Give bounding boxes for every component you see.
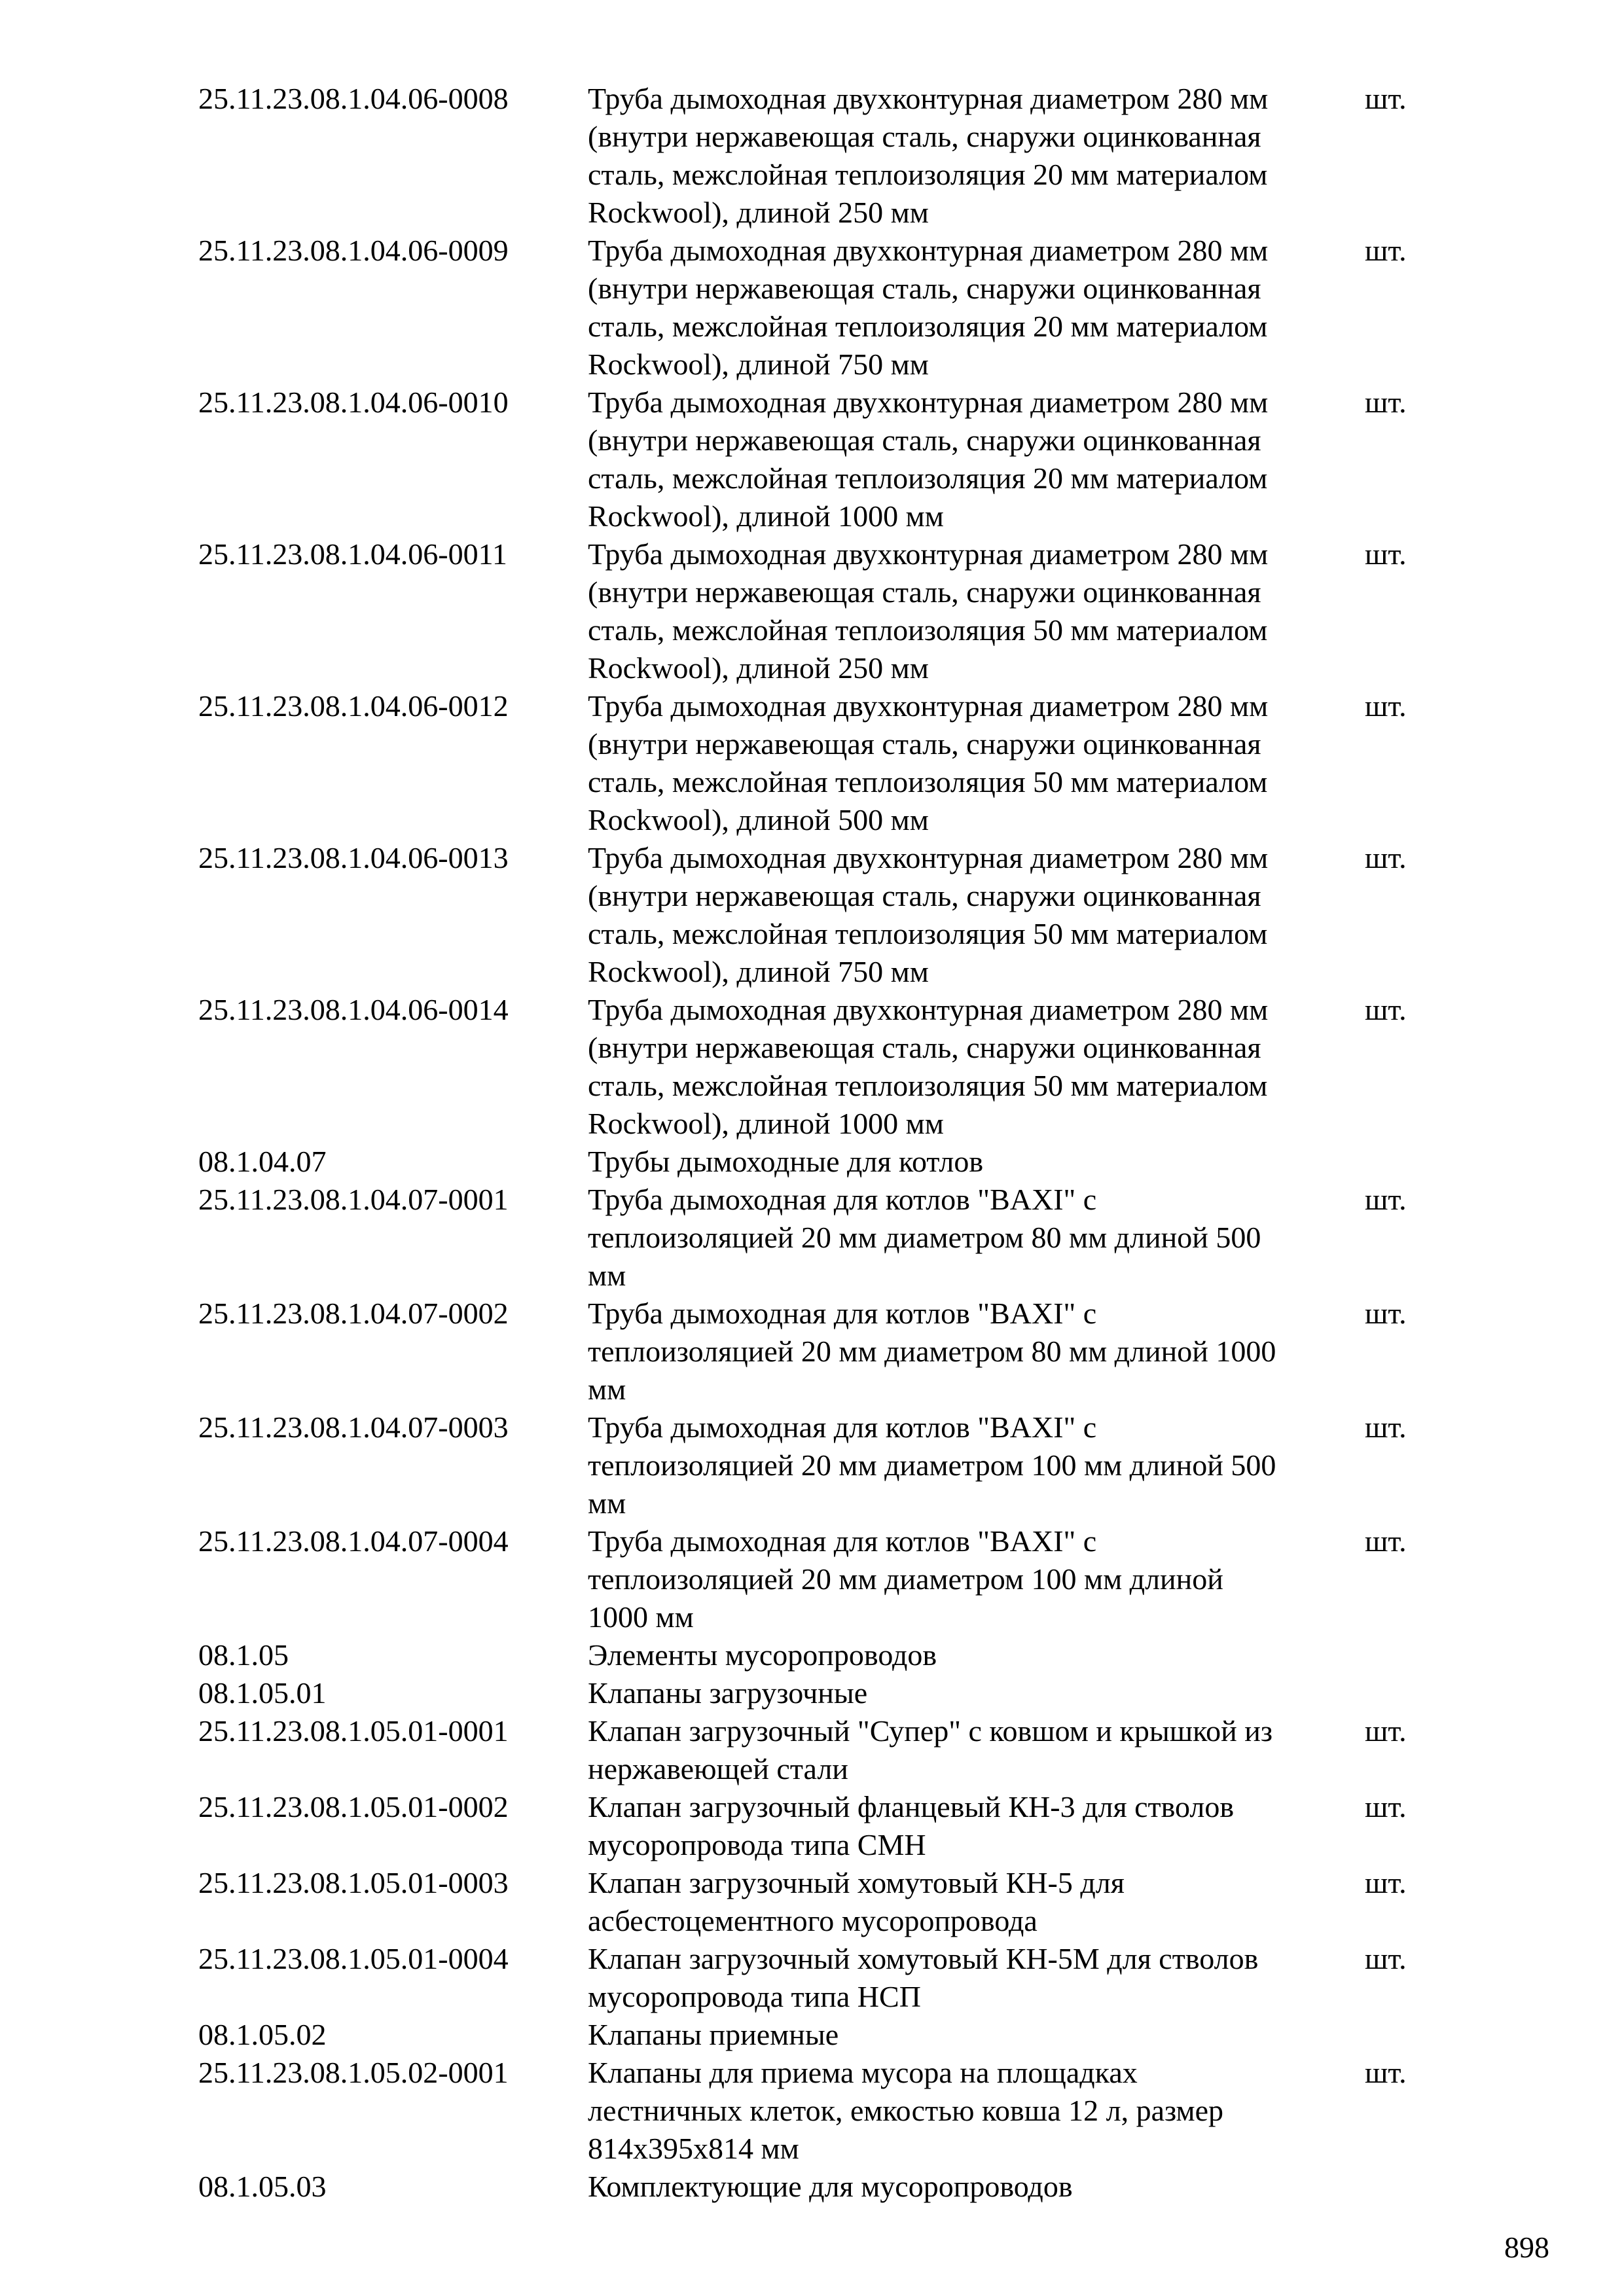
description-line: Клапан загрузочный "Супер" с ковшом и крышкой из — [588, 1714, 1273, 1748]
description-line: Rockwool), длиной 750 мм — [588, 955, 929, 988]
description-line: сталь, межслойная теплоизоляция 50 мм материалом — [588, 765, 1268, 798]
description-line: теплоизоляцией 20 мм диаметром 80 мм длиной 500 — [588, 1221, 1261, 1254]
description-line: Труба дымоходная двухконтурная диаметром 280 мм — [588, 993, 1269, 1026]
item-description — [588, 384, 1355, 535]
item-unit: шт. — [1365, 1942, 1407, 1975]
description-line: мусоропровода типа СМН — [588, 1828, 926, 1861]
item-description — [588, 232, 1355, 384]
item-code: 25.11.23.08.1.05.01-0002 — [198, 1790, 509, 1823]
item-unit: шт. — [1365, 386, 1407, 419]
description-line: сталь, межслойная теплоизоляция 20 мм материалом — [588, 461, 1268, 495]
item-code: 25.11.23.08.1.04.06-0014 — [198, 993, 509, 1026]
description-line: Rockwool), длиной 1000 мм — [588, 1107, 944, 1140]
item-description — [588, 80, 1355, 232]
description-line: (внутри нержавеющая сталь, снаружи оцинкованная — [588, 120, 1261, 153]
item-code: 25.11.23.08.1.04.06-0009 — [198, 234, 509, 267]
description-line: (внутри нержавеющая сталь, снаружи оцинкованная — [588, 727, 1261, 761]
description-line: Rockwool), длиной 250 мм — [588, 196, 929, 229]
description-line: теплоизоляцией 20 мм диаметром 100 мм длиной 500 — [588, 1448, 1276, 1482]
description-line: Клапан загрузочный хомутовый КН-5 для — [588, 1866, 1125, 1899]
item-code: 08.1.05.01 — [198, 1676, 327, 1710]
item-unit: шт. — [1365, 993, 1407, 1026]
item-code: 25.11.23.08.1.04.06-0012 — [198, 689, 509, 723]
description-line: Rockwool), длиной 250 мм — [588, 651, 929, 685]
item-unit: шт. — [1365, 1410, 1407, 1444]
description-line: (внутри нержавеющая сталь, снаружи оцинкованная — [588, 575, 1261, 609]
description-line: Клапаны для приема мусора на площадках — [588, 2056, 1138, 2089]
item-unit: шт. — [1365, 1297, 1407, 1330]
item-unit: шт. — [1365, 537, 1407, 571]
item-code: 08.1.05 — [198, 1638, 289, 1672]
description-line: 814х395х814 мм — [588, 2132, 799, 2165]
description-line: Rockwool), длиной 750 мм — [588, 348, 929, 381]
item-description — [588, 839, 1355, 991]
description-line: Rockwool), длиной 1000 мм — [588, 499, 944, 533]
description-line: сталь, межслойная теплоизоляция 50 мм материалом — [588, 613, 1268, 647]
description-line: лестничных клеток, емкостью ковша 12 л, размер — [588, 2094, 1224, 2127]
item-description — [588, 1522, 1355, 1636]
item-unit: шт. — [1365, 1524, 1407, 1558]
description-line: (внутри нержавеющая сталь, снаружи оцинкованная — [588, 879, 1261, 912]
item-code: 25.11.23.08.1.05.01-0004 — [198, 1942, 509, 1975]
item-unit: шт. — [1365, 82, 1407, 115]
item-code: 25.11.23.08.1.04.07-0002 — [198, 1297, 509, 1330]
description-line: мм — [588, 1259, 626, 1292]
item-code: 25.11.23.08.1.05.01-0003 — [198, 1866, 509, 1899]
description-line: Труба дымоходная двухконтурная диаметром 280 мм — [588, 234, 1269, 267]
description-line: Трубы дымоходные для котлов — [588, 1145, 984, 1178]
item-code: 08.1.05.03 — [198, 2170, 327, 2203]
item-unit: шт. — [1365, 1714, 1407, 1748]
description-line: Труба дымоходная двухконтурная диаметром 280 мм — [588, 386, 1269, 419]
item-description — [588, 687, 1355, 839]
item-code: 25.11.23.08.1.05.01-0001 — [198, 1714, 509, 1748]
description-line: сталь, межслойная теплоизоляция 20 мм материалом — [588, 158, 1268, 191]
description-line: теплоизоляцией 20 мм диаметром 100 мм длиной — [588, 1562, 1223, 1596]
description-line: сталь, межслойная теплоизоляция 50 мм материалом — [588, 1069, 1268, 1102]
item-description — [588, 1674, 1355, 1712]
item-unit: шт. — [1365, 1866, 1407, 1899]
item-code: 08.1.04.07 — [198, 1145, 327, 1178]
description-line: Комплектующие для мусоропроводов — [588, 2170, 1073, 2203]
item-description — [588, 2054, 1355, 2168]
description-line: Труба дымоходная двухконтурная диаметром 280 мм — [588, 537, 1269, 571]
item-code: 25.11.23.08.1.04.07-0004 — [198, 1524, 509, 1558]
description-line: Труба дымоходная двухконтурная диаметром 280 мм — [588, 841, 1269, 874]
description-line: (внутри нержавеющая сталь, снаружи оцинкованная — [588, 1031, 1261, 1064]
item-description — [588, 1408, 1355, 1522]
item-description — [588, 535, 1355, 687]
item-unit: шт. — [1365, 2056, 1407, 2089]
description-line: теплоизоляцией 20 мм диаметром 80 мм длиной 1000 — [588, 1335, 1276, 1368]
item-unit: шт. — [1365, 689, 1407, 723]
item-description — [588, 991, 1355, 1143]
description-line: Труба дымоходная двухконтурная диаметром 280 мм — [588, 82, 1269, 115]
item-code: 25.11.23.08.1.04.06-0011 — [198, 537, 507, 571]
item-code: 25.11.23.08.1.04.06-0008 — [198, 82, 509, 115]
item-code: 25.11.23.08.1.04.06-0010 — [198, 386, 509, 419]
description-line: (внутри нержавеющая сталь, снаружи оцинкованная — [588, 272, 1261, 305]
item-description — [588, 2016, 1355, 2054]
item-code: 25.11.23.08.1.04.06-0013 — [198, 841, 509, 874]
item-description — [588, 1788, 1355, 1864]
item-unit: шт. — [1365, 1790, 1407, 1823]
description-line: Клапан загрузочный хомутовый КН-5М для стволов — [588, 1942, 1259, 1975]
description-line: сталь, межслойная теплоизоляция 50 мм материалом — [588, 917, 1268, 950]
description-line: мусоропровода типа НСП — [588, 1980, 921, 2013]
description-line: Rockwool), длиной 500 мм — [588, 803, 929, 836]
item-unit: шт. — [1365, 1183, 1407, 1216]
item-description — [588, 2168, 1355, 2206]
item-description — [588, 1295, 1355, 1408]
description-line: мм — [588, 1372, 626, 1406]
page-number: 898 — [1504, 2231, 1549, 2264]
description-line: Труба дымоходная для котлов "BAXI" с — [588, 1524, 1097, 1558]
item-unit: шт. — [1365, 841, 1407, 874]
description-line: Труба дымоходная для котлов "BAXI" с — [588, 1410, 1097, 1444]
item-code: 08.1.05.02 — [198, 2018, 327, 2051]
description-line: Клапаны загрузочные — [588, 1676, 868, 1710]
description-line: Элементы мусоропроводов — [588, 1638, 937, 1672]
item-unit: шт. — [1365, 234, 1407, 267]
description-line: Труба дымоходная для котлов "BAXI" с — [588, 1183, 1097, 1216]
description-line: мм — [588, 1486, 626, 1520]
item-description — [588, 1181, 1355, 1295]
item-description — [588, 1940, 1355, 2016]
description-line: Труба дымоходная двухконтурная диаметром 280 мм — [588, 689, 1269, 723]
description-line: (внутри нержавеющая сталь, снаружи оцинкованная — [588, 423, 1261, 457]
description-line: асбестоцементного мусоропровода — [588, 1904, 1038, 1937]
description-line: 1000 мм — [588, 1600, 694, 1634]
item-code: 25.11.23.08.1.04.07-0003 — [198, 1410, 509, 1444]
description-line: Труба дымоходная для котлов "BAXI" с — [588, 1297, 1097, 1330]
description-line: Клапан загрузочный фланцевый КН-3 для стволов — [588, 1790, 1235, 1823]
description-line: сталь, межслойная теплоизоляция 20 мм материалом — [588, 310, 1268, 343]
description-line: нержавеющей стали — [588, 1752, 848, 1785]
item-description — [588, 1712, 1355, 1788]
item-code: 25.11.23.08.1.04.07-0001 — [198, 1183, 509, 1216]
item-description — [588, 1636, 1355, 1674]
item-description — [588, 1864, 1355, 1940]
item-code: 25.11.23.08.1.05.02-0001 — [198, 2056, 509, 2089]
description-line: Клапаны приемные — [588, 2018, 839, 2051]
item-description — [588, 1143, 1355, 1181]
